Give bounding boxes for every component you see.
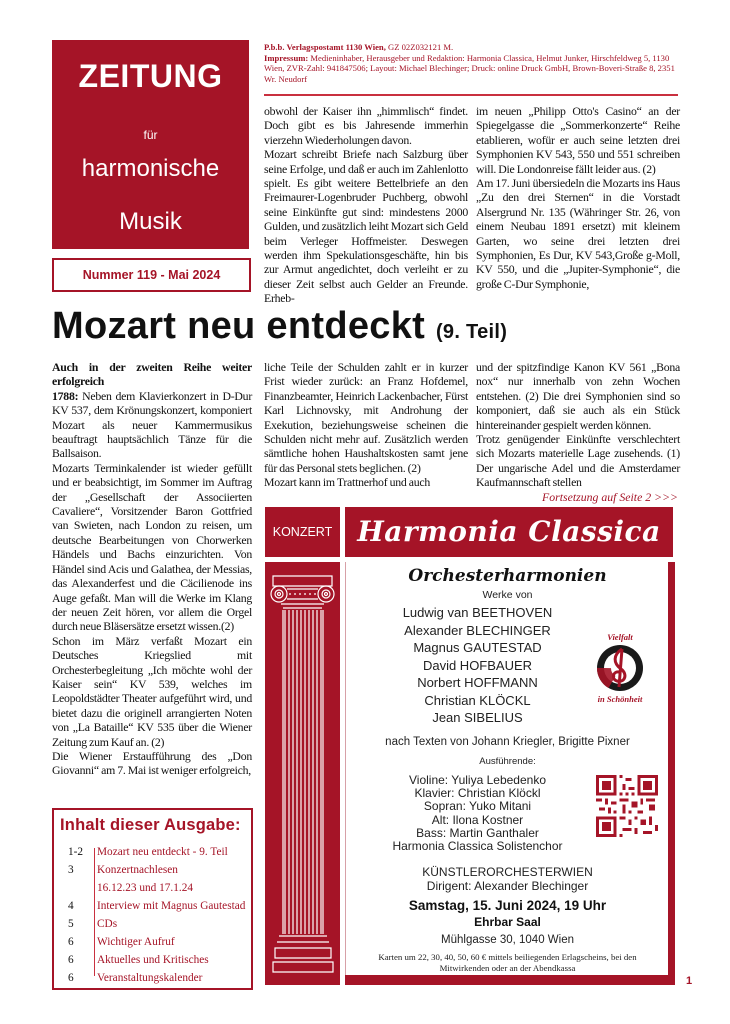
headline-part: (9. Teil) (435, 321, 508, 343)
toc-page: 6 (68, 936, 74, 948)
concert-details (345, 562, 669, 975)
performer: Sopran: Yuko Mitani (423, 799, 532, 814)
article-year: 1788: (52, 388, 79, 403)
article-column-2 (264, 360, 468, 490)
toc-page: 1-2 (68, 846, 84, 858)
paragraph: im neuen „Philipp Otto's Casino“ an der Spiegelgasse die „Sommerkonzerte“ Reihe etablieren, wofür er auch seine letzten drei Symphonien KV 543, 550 und 551 schreiben will. Die Londonreise fällt leider aus. (2) (476, 104, 680, 176)
toc-page: 3 (68, 864, 74, 876)
toc-label: CDs (97, 918, 118, 930)
toc-divider (94, 848, 95, 976)
paragraph: Mozart schreibt Briefe nach Salzburg über seine Erfolge, und daß er auch im Zahlenlotto spielt. Es gibt weitere Bettelbriefe an den Freimaurer-Logenbruder Puchberg, obwohl seine Einkünfte gut sind: mindestens 2000 Gulden, und zusätzlich leiht Mozart sich Geld beim Verleger Hoffmeister. Deswegen werden ihm Spekulationsgeschäfte, hin bis zur Armut angedichtet, doch verleiht er zu dieser Zeit selbst auch Gelder an Freunde. Erheb- (264, 147, 468, 306)
orchestra: KÜNSTLERORCHESTERWIEN (422, 865, 593, 879)
qr-code[interactable] (596, 775, 658, 837)
toc-page: 4 (68, 900, 74, 912)
headline (52, 305, 682, 348)
composer: Norbert HOFFMANN (417, 675, 538, 690)
table-of-contents (52, 808, 253, 990)
concert-venue: Ehrbar Saal (474, 915, 541, 929)
qr-code-icon (596, 775, 658, 837)
masthead-line2: harmonische (81, 155, 220, 182)
treble-clef-icon (595, 643, 645, 693)
performer: Violine: Yuliya Lebedenko (408, 773, 546, 787)
ticket-info: Karten um 22, 30, 40, 50, 60 € mittels beiliegenden Erlagscheins, bei den Mitwirkenden oder an der Abendkassa (378, 952, 637, 973)
header-divider (264, 94, 678, 96)
composer: David HOFBAUER (422, 657, 533, 673)
concert-frame-right (668, 562, 675, 985)
performer: Alt: Ilona Kostner (431, 812, 524, 827)
masthead-fuer: für (143, 128, 158, 142)
top-column-3 (476, 104, 680, 291)
composer: Alexander BLECHINGER (404, 622, 551, 638)
conductor: Dirigent: Alexander Blechinger (426, 879, 589, 893)
top-column-2 (264, 104, 468, 306)
paragraph: Die Wiener Erstaufführung des „Don Giovanni“ am 7. Mai ist weniger erfolgreich, (52, 748, 252, 778)
paragraph: liche Teile der Schulden zahlt er in kurzer Frist wieder zurück: an Franz Hofdemel, Finanzbeamter, Heinrich Lackenbacher, Fürst Karl Lichnovsky, mit Androhung der Exekution, beziehungsweise scheinen die Schulden nicht mehr auf. Zusätzlich werden sämtliche hohen Haushaltskosten samt jene für das Personal stets beglichen. (2) (264, 360, 468, 475)
performer: Klavier: Christian Klöckl (414, 786, 541, 801)
logo-top-text: Vielfalt (607, 632, 633, 642)
performers-label: Ausführende: (479, 756, 536, 767)
postal-label: P.b.b. Verlagspostamt 1130 Wien, (264, 42, 386, 52)
toc-label: Interview mit Magnus Gautestad (97, 900, 246, 912)
composer: Jean SIBELIUS (432, 710, 523, 725)
toc-page: 6 (68, 954, 74, 966)
issue-number: Nummer 119 - Mai 2024 (52, 258, 251, 292)
concert-date: Samstag, 15. Juni 2024, 19 Uhr (408, 898, 607, 913)
composer: Christian KLÖCKL (424, 692, 531, 708)
paragraph: und der spitzfindige Kanon KV 561 „Bona nox“ nur innerhalb von zehn Wochen entstehen. (2) Die drei Symphonien sind so komponiert, daß sie auch als ein Stück hintereinander gespielt werden können. (476, 360, 680, 432)
article-subhead: Auch in der zweiten Reihe weiter erfolgreich (52, 360, 252, 389)
toc-label: 16.12.23 und 17.1.24 (97, 882, 194, 894)
organizer-banner: Harmonia Classica (345, 507, 673, 557)
impressum-text: Medieninhaber, Herausgeber und Redaktion: Harmonia Classica, Helmut Junker, Hirschfeldweg 5, 1130 Wien, ZVR-Zahl: 941847506; Layout: Michael Blechinger; Druck: online Druck GmbH, Brown-Boveri-Straße 8, 2351 Wr. Neudorf (264, 52, 675, 84)
toc-label: Wichtiger Aufruf (97, 936, 175, 948)
concert-address: Mühlgasse 30, 1040 Wien (441, 934, 574, 946)
article-column-3 (476, 360, 680, 490)
ionic-column-icon (265, 562, 340, 985)
continuation-link[interactable]: Fortsetzung auf Seite 2 >>> (542, 490, 678, 504)
toc-page: 6 (68, 972, 74, 984)
postal-rest: GZ 02Z032121 M. (385, 42, 454, 52)
paragraph: Am 17. Juni übersiedeln die Mozarts ins Haus „Zu den drei Sternen“ in die Vorstadt Alsergrund Nr. 135 (Währinger Str. 26, von einem Neubau 1891 ersetzt) mit kleinem Garten, wo seine drei letzten drei Symphonien, Es Dur, KV 543,Große g-Moll, KV 550, und die „Jupiter-Symphonie“, die große C-Dur Symphonie, (476, 176, 680, 291)
concert-frame-bottom (345, 975, 675, 985)
performer: Harmonia Classica Solistenchor (392, 839, 563, 854)
paragraph: Schon im März verfaßt Mozart ein Deutsches Kriegslied mit Orchesterbegleitung „Ich möchte wohl der Kaiser sein“ KV 539, welches im Leopoldstädter Theater aufgeführt wird, und bietet dazu die originell arrangierten Noten von „La Bataille“ KV 535 über die Wiener Zeitung zum Kauf an. (2) (52, 633, 252, 749)
logo-bottom-text: in Schönheit (597, 694, 643, 704)
toc-label: Aktuelles und Kritisches (97, 954, 209, 966)
impressum-label: Impressum: (264, 52, 309, 63)
toc-title: Inhalt dieser Ausgabe: (60, 816, 241, 834)
paragraph: Mozart kann im Trattnerhof und auch (264, 475, 430, 490)
paragraph: Trotz genügender Einkünfte verschlechtert sich Mozarts materielle Lage zusehends. (1) Der ungarische Adel und die Amsterdamer Kaufmannschaft stellen (476, 432, 680, 490)
masthead-line3: Musik (119, 208, 182, 235)
toc-label: Mozart neu entdeckt - 9. Teil (97, 846, 228, 858)
paragraph: Mozarts Terminkalender ist wieder gefüllt und er beabsichtigt, im Sommer im Auftrag der „Gesellschaft der Associierten Cavaliere“, Vorsitzender Baron Gottfried van Swieten, nach London zu reisen, um deutsche Bearbeitungen von Chorwerken Händels und Bachs einzurichten. Von Händel sind Acis und Galathea, der Messias, das Alexanderfest und die Cäcilienode ins Auge gefaßt. Man will die Werke im Klang der neuen Zeit hören, vor allem die Orgel durch neue Bläsersätze ersetzt wissen.(2) (52, 460, 252, 634)
texts-credit: nach Texten von Johann Kriegler, Brigitte Pixner (385, 736, 630, 748)
toc-label: Veranstaltungskalender (97, 972, 203, 984)
composer: Magnus GAUTESTAD (413, 640, 542, 655)
composer: Ludwig van BEETHOVEN (402, 605, 553, 620)
paragraph: obwohl der Kaiser ihn „himmlisch“ findet. Doch gibt es bis Jahresende immerhin vierzehn Wiederholungen davon. (264, 104, 468, 147)
ionic-column-illustration (265, 562, 340, 985)
program-title: Orchesterharmonien (408, 566, 607, 586)
headline-main: Mozart neu entdeckt (52, 305, 426, 347)
toc-page: 5 (68, 918, 74, 930)
paragraph: Neben dem Klavierkonzert in D-Dur KV 537, dem Krönungskonzert, komponiert Mozart als neuer Kammermusikus beauftragt hauptsächlich Tänze für die Ballsaison. (52, 388, 252, 461)
works-by-label: Werke von (482, 589, 533, 601)
performer: Bass: Martin Ganthaler (416, 825, 539, 840)
article-column-1 (52, 360, 252, 778)
schoene-neue-musik-logo (585, 632, 655, 712)
impressum (264, 42, 678, 84)
masthead (52, 40, 249, 249)
page-number: 1 (686, 975, 693, 987)
masthead-title: ZEITUNG (78, 58, 223, 94)
toc-label: Konzertnachlesen (97, 864, 178, 876)
konzert-tag: KONZERT (265, 507, 340, 557)
